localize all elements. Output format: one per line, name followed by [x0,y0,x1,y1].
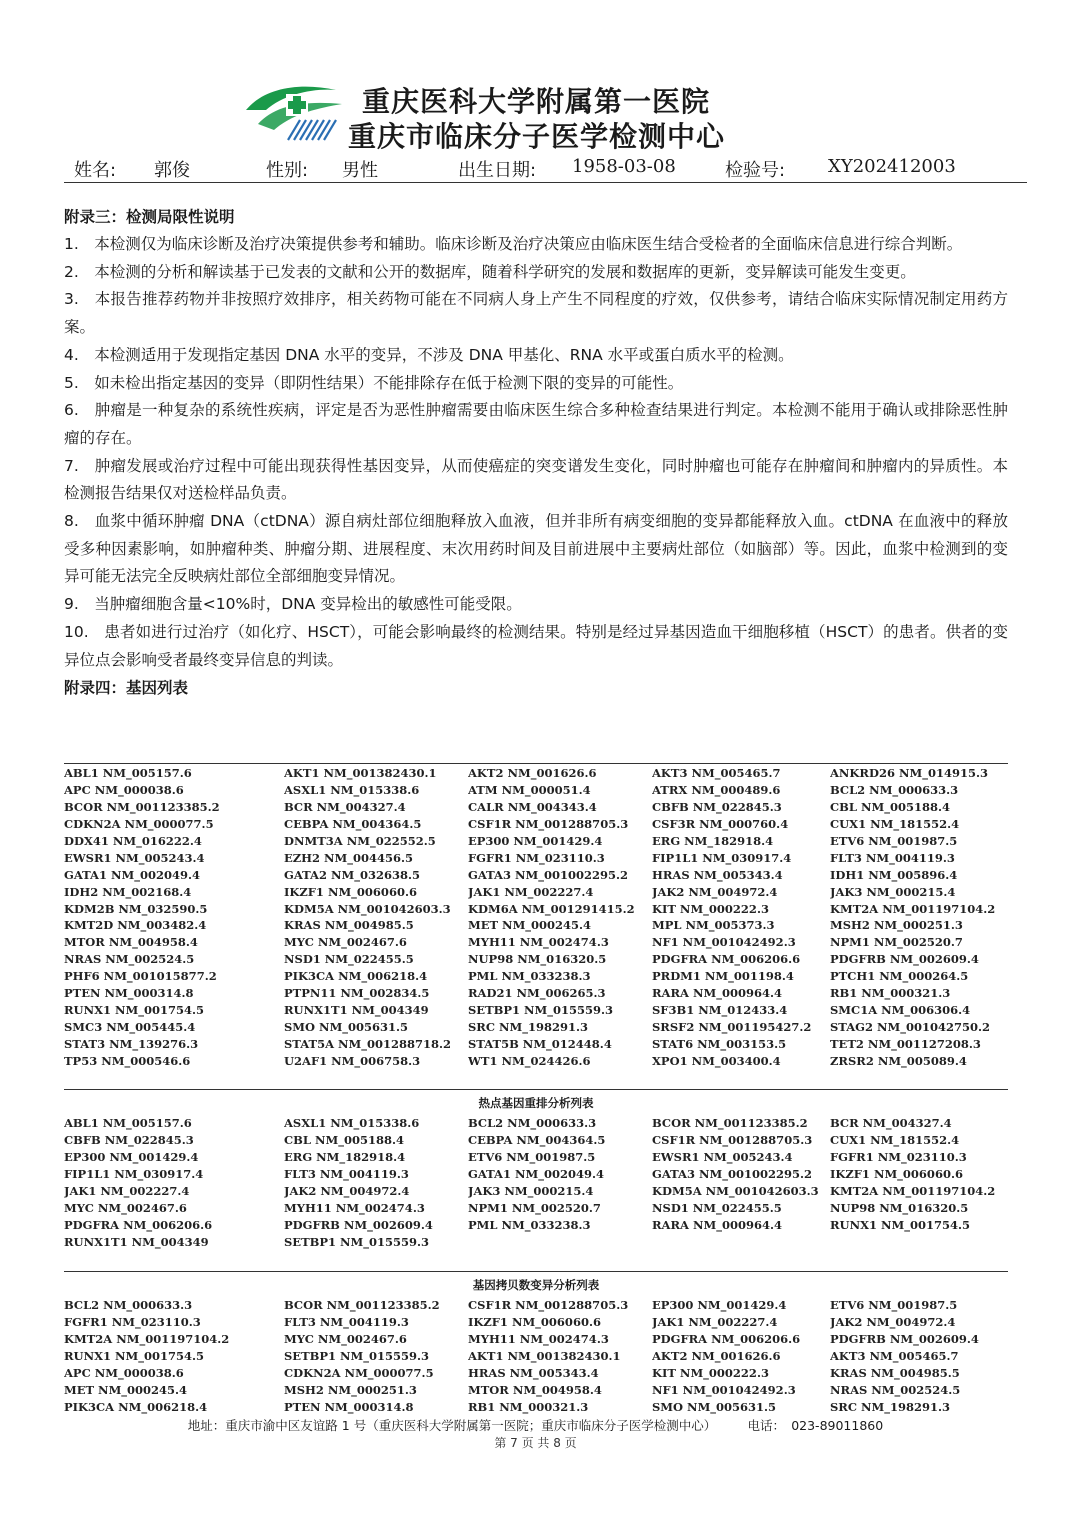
gender-label: 性别: [266,160,309,181]
gene-cell: JAK1 NM_002227.4 [64,1184,190,1198]
table-row [64,985,1008,1002]
gene-cell: FLT3 NM_004119.3 [830,850,955,865]
table-row [64,1035,1008,1052]
gene-cell: AKT1 NM_001382430.1 [468,1349,621,1364]
gene-cell: SETBP1 NM_015559.3 [284,1234,430,1249]
gene-cell: CSF1R NM_001288705.3 [652,1133,813,1148]
gene-cell: CDKN2A NM_000077.5 [64,817,214,832]
gene-cell: CBFB NM_022845.3 [64,1133,194,1148]
gene-cell: PDGFRB NM_002609.4 [830,1332,979,1347]
test-id-label: 检验号: [725,160,786,181]
gene-cell: FGFR1 NM_023110.3 [64,1315,201,1330]
gene-cell: FIP1L1 NM_030917.4 [64,1167,204,1182]
gene-cell: ZRSR2 NM_005089.4 [830,1053,967,1068]
patient-name-label: 姓名: [74,160,117,181]
page-number: 第 7 页 共 8 页 [494,1436,577,1450]
gene-cell: KRAS NM_004985.5 [284,918,414,933]
gene-cell: SMC3 NM_005445.4 [64,1019,196,1034]
gene-cell: CSF3R NM_000760.4 [652,817,789,832]
gene-cell: RB1 NM_000321.3 [468,1399,589,1414]
gene-cell: RARA NM_000964.4 [652,986,782,1001]
gene-cell: FLT3 NM_004119.3 [284,1315,409,1330]
limitation-item: 6. 肿瘤是一种复杂的系统性疾病，评定是否为恶性肿瘤需要由临床医生综合多种检查结果进行判定。本检测不能用于确认或排除恶性肿瘤的存在。 [64,401,1008,447]
gene-cell: FGFR1 NM_023110.3 [468,850,605,865]
limitation-item: 10. 患者如进行过治疗（如化疗、HSCT），可能会影响最终的检测结果。特别是经过异基因造血干细胞移植（HSCT）的患者。供者的变异位点会影响受者最终变异信息的判读。 [64,622,1008,669]
gene-cell: NUP98 NM_016320.5 [830,1200,969,1215]
center-name: 重庆市临床分子医学检测中心 [348,120,726,153]
footer-address: 地址：重庆市渝中区友谊路 1 号（重庆医科大学附属第一医院；重庆市临床分子医学检测中心） 电话： 023-89011860 [187,1418,884,1433]
gender-value: 男性 [342,160,378,181]
gene-cell: TP53 NM_000546.6 [64,1053,191,1068]
gene-cell: HRAS NM_005343.4 [468,1366,599,1380]
gene-cell: JAK2 NM_004972.4 [652,884,778,899]
gene-cell: APC NM_000038.6 [64,783,184,798]
gene-cell: RUNX1 NM_001754.5 [64,1002,205,1017]
gene-cell: STAT3 NM_139276.3 [64,1036,199,1051]
gene-cell: MSH2 NM_000251.3 [830,918,963,933]
gene-cell: PDGFRA NM_006206.6 [652,1332,801,1347]
table-row [64,1365,1008,1382]
gene-cell: PTEN NM_000314.8 [64,986,194,1001]
gene-cell: MYC NM_002467.6 [284,935,407,950]
patient-name-value: 郭俊 [154,160,190,181]
table-row [64,1398,1008,1415]
gene-cell: EP300 NM_001429.4 [468,834,603,848]
gene-cell: CBL NM_005188.4 [284,1133,404,1148]
gene-cell: IDH2 NM_002168.4 [64,884,192,899]
gene-cell: AKT2 NM_001626.6 [652,1349,781,1364]
gene-cell: ETV6 NM_001987.5 [830,834,958,848]
table-row [64,917,1008,934]
gene-cell: EP300 NM_001429.4 [64,1150,199,1165]
table-row [64,849,1008,866]
gene-cell: MET NM_000245.4 [468,918,592,933]
gene-cell: JAK1 NM_002227.4 [468,884,594,899]
gene-cell: RUNX1T1 NM_004349 [64,1234,209,1249]
gene-cell: MYH11 NM_002474.3 [468,935,609,950]
gene-cell: NSD1 NM_022455.5 [652,1200,782,1215]
gene-cell: AKT1 NM_001382430.1 [284,766,437,781]
table-row [64,1381,1008,1398]
gene-cell: NRAS NM_002524.5 [64,952,195,967]
appendix-3-title: 附录三：检测局限性说明 [64,208,235,226]
gene-cell: CUX1 NM_181552.4 [830,817,960,832]
gene-cell: CALR NM_004343.4 [468,800,597,815]
gene-cell: SRC NM_198291.3 [468,1019,589,1034]
table-row [64,1001,1008,1018]
limitation-item: 5. 如未检出指定基因的变异（即阴性结果）不能排除存在低于检测下限的变异的可能性。 [64,373,684,392]
gene-cell: GATA1 NM_002049.4 [468,1167,604,1182]
gene-cell: RARA NM_000964.4 [652,1217,782,1232]
gene-cell: SF3B1 NM_012433.4 [652,1002,788,1017]
gene-cell: PIK3CA NM_006218.4 [284,969,428,984]
gene-table-top-rule [64,763,1008,764]
gene-cell: KMT2A NM_001197104.2 [830,901,996,916]
gene-cell: PHF6 NM_001015877.2 [64,969,217,984]
table-row [64,900,1008,917]
gene-cell: BCL2 NM_000633.3 [468,1116,597,1131]
gene-cell: RAD21 NM_006265.3 [468,986,606,1001]
table-row [64,816,1008,833]
gene-cell: BCOR NM_001123385.2 [652,1116,808,1131]
gene-cell: ANKRD26 NM_014915.3 [830,766,988,781]
gene-cell: PIK3CA NM_006218.4 [64,1399,208,1414]
gene-cell: MYC NM_002467.6 [64,1200,187,1215]
limitation-item: 9. 当肿瘤细胞含量<10%时，DNA 变异检出的敏感性可能受限。 [64,595,522,614]
gene-cell: STAT5A NM_001288718.2 [284,1036,452,1051]
gene-cell: BCL2 NM_000633.3 [64,1298,193,1313]
gene-cell: MTOR NM_004958.4 [468,1382,602,1397]
gene-cell: PDGFRB NM_002609.4 [284,1217,433,1232]
gene-cell: MPL NM_005373.3 [652,918,775,933]
table-row [64,799,1008,816]
gene-cell: AKT3 NM_005465.7 [830,1349,959,1364]
table-row [64,1132,1008,1149]
gene-cell: ASXL1 NM_015338.6 [284,783,420,798]
gene-cell: SETBP1 NM_015559.3 [468,1002,614,1017]
gene-cell: KMT2A NM_001197104.2 [830,1184,996,1198]
table-row [64,1115,1008,1132]
gene-cell: KDM5A NM_001042603.3 [284,901,451,916]
rearrangement-table-title: 热点基因重排分析列表 [478,1096,594,1110]
gene-cell: ASXL1 NM_015338.6 [284,1116,420,1131]
gene-cell: KMT2D NM_003482.4 [64,918,207,933]
gene-cell: ABL1 NM_005157.6 [64,1116,192,1131]
gene-cell: CSF1R NM_001288705.3 [468,817,629,832]
gene-cell: AKT2 NM_001626.6 [468,766,597,781]
table-row [64,1052,1008,1069]
table-row [64,951,1008,968]
gene-cell: MYH11 NM_002474.3 [284,1200,425,1215]
cnv-gene-table [64,1297,1008,1415]
gene-cell: NUP98 NM_016320.5 [468,952,607,967]
gene-cell: JAK3 NM_000215.4 [468,1184,594,1198]
gene-cell: SMO NM_005631.5 [652,1399,777,1414]
gene-cell: KDM6A NM_001291415.2 [468,901,635,916]
gene-cell: U2AF1 NM_006758.3 [284,1053,421,1068]
gene-cell: IKZF1 NM_006060.6 [830,1167,963,1182]
gene-cell: CUX1 NM_181552.4 [830,1133,960,1148]
dob-value: 1958-03-08 [572,156,676,177]
gene-cell: FLT3 NM_004119.3 [284,1167,409,1182]
table-row [64,1216,1008,1233]
gene-cell: PRDM1 NM_001198.4 [652,969,794,984]
gene-cell: IKZF1 NM_006060.6 [468,1315,601,1330]
gene-cell: KIT NM_000222.3 [652,1366,769,1380]
gene-list-table [64,765,1008,1069]
table-row [64,833,1008,850]
table-row [64,866,1008,883]
gene-cell: BCOR NM_001123385.2 [64,800,220,815]
gene-cell: PTEN NM_000314.8 [284,1399,414,1414]
gene-cell: ETV6 NM_001987.5 [830,1298,958,1313]
gene-cell: MET NM_000245.4 [64,1382,188,1397]
limitations-list [64,231,1008,674]
gene-cell: PDGFRA NM_006206.6 [64,1217,213,1232]
gene-cell: NPM1 NM_002520.7 [830,935,963,950]
gene-cell: SMC1A NM_006306.4 [830,1002,971,1017]
gene-cell: JAK2 NM_004972.4 [284,1184,410,1198]
hospital-logo-icon [244,80,348,142]
table-row [64,968,1008,985]
limitation-item: 4. 本检测适用于发现指定基因 DNA 水平的变异，不涉及 DNA 甲基化、RNA 水平或蛋白质水平的检测。 [64,345,794,364]
table-row [64,1199,1008,1216]
gene-cell: PML NM_033238.3 [468,969,591,984]
gene-cell: DDX41 NM_016222.4 [64,834,202,848]
gene-cell: KRAS NM_004985.5 [830,1366,960,1380]
gene-cell: MTOR NM_004958.4 [64,935,198,950]
gene-cell: JAK1 NM_002227.4 [652,1315,778,1330]
gene-cell: FIP1L1 NM_030917.4 [652,850,792,865]
gene-cell: AKT3 NM_005465.7 [652,766,781,781]
gene-cell: SMO NM_005631.5 [284,1019,409,1034]
gene-cell: STAT6 NM_003153.5 [652,1036,787,1051]
gene-cell: RUNX1 NM_001754.5 [64,1349,205,1364]
gene-cell: CEBPA NM_004364.5 [284,817,422,832]
table-row [64,765,1008,782]
gene-cell: TET2 NM_001127208.3 [830,1036,981,1051]
gene-cell: PDGFRB NM_002609.4 [830,952,979,967]
gene-cell: MYH11 NM_002474.3 [468,1332,609,1347]
gene-cell: PDGFRA NM_006206.6 [652,952,801,967]
gene-cell: KDM2B NM_032590.5 [64,901,208,916]
gene-cell: PTCH1 NM_000264.5 [830,969,969,984]
gene-cell: KIT NM_000222.3 [652,901,769,916]
table-row [64,1331,1008,1348]
gene-cell: NPM1 NM_002520.7 [468,1200,601,1215]
limitation-item: 3. 本报告推荐药物并非按照疗效排序，相关药物可能在不同病人身上产生不同程度的疗效，仅供参考，请结合临床实际情况制定用药方案。 [64,290,1008,337]
gene-cell: CDKN2A NM_000077.5 [284,1366,434,1380]
gene-cell: WT1 NM_024426.6 [468,1053,591,1068]
table-row [64,782,1008,799]
gene-cell: EP300 NM_001429.4 [652,1298,787,1313]
gene-cell: KMT2A NM_001197104.2 [64,1332,230,1347]
gene-cell: PML NM_033238.3 [468,1217,591,1232]
gene-cell: XPO1 NM_003400.4 [652,1053,781,1068]
test-id-value: XY202412003 [828,156,956,177]
cnv-table-title: 基因拷贝数变异分析列表 [472,1278,600,1292]
gene-cell: PTPN11 NM_002834.5 [284,986,430,1001]
table-row [64,1018,1008,1035]
gene-cell: KDM5A NM_001042603.3 [652,1184,819,1198]
gene-cell: BCOR NM_001123385.2 [284,1298,440,1313]
gene-cell: SRSF2 NM_001195427.2 [652,1019,812,1034]
gene-cell: BCR NM_004327.4 [284,800,406,815]
table-row [64,1166,1008,1183]
gene-cell: ABL1 NM_005157.6 [64,766,192,781]
gene-cell: CBFB NM_022845.3 [652,800,782,815]
table-row [64,1348,1008,1365]
gene-cell: CEBPA NM_004364.5 [468,1133,606,1148]
gene-cell: ETV6 NM_001987.5 [468,1150,596,1165]
gene-cell: HRAS NM_005343.4 [652,867,783,882]
hospital-name: 重庆医科大学附属第一医院 [362,85,711,118]
table-row [64,1233,1008,1250]
table-row [64,1297,1008,1314]
gene-cell: IKZF1 NM_006060.6 [284,884,417,899]
limitation-item: 7. 肿瘤发展或治疗过程中可能出现获得性基因变异，从而使癌症的突变谱发生变化，同时肿瘤也可能存在肿瘤间和肿瘤内的异质性。本检测报告结果仅对送检样品负责。 [64,456,1008,503]
gene-cell: CBL NM_005188.4 [830,800,950,815]
gene-cell: BCL2 NM_000633.3 [830,783,959,798]
gene-cell: RUNX1T1 NM_004349 [284,1002,429,1017]
gene-cell: NF1 NM_001042492.3 [652,1382,796,1397]
rearr-table-rule [64,1089,1008,1090]
gene-cell: SRC NM_198291.3 [830,1399,951,1414]
rearrangement-gene-table [64,1115,1008,1250]
gene-cell: NSD1 NM_022455.5 [284,952,414,967]
gene-cell: JAK3 NM_000215.4 [830,884,956,899]
gene-cell: EWSR1 NM_005243.4 [64,850,205,865]
gene-cell: GATA2 NM_032638.5 [284,867,420,882]
gene-cell: CSF1R NM_001288705.3 [468,1298,629,1313]
limitation-item: 8. 血浆中循环肿瘤 DNA（ctDNA）源自病灶部位细胞释放入血液，但并非所有病变细胞的变异都能释放入血。ctDNA 在血液中的释放受多种因素影响，如肿瘤种类、肿瘤分期、进展程度、末次用药时间及目前进展中主要病灶部位（如脑部）等。因此，血浆中检测到的变异可能无法完全反映病灶部位全部细胞变异情况。 [64,512,1008,586]
gene-cell: ATM NM_000051.4 [468,783,591,798]
gene-cell: ERG NM_182918.4 [284,1150,406,1165]
gene-cell: STAT5B NM_012448.4 [468,1036,612,1051]
gene-cell: IDH1 NM_005896.4 [830,867,958,882]
gene-cell: RUNX1 NM_001754.5 [830,1217,971,1232]
table-row [64,1149,1008,1166]
gene-cell: MYC NM_002467.6 [284,1332,407,1347]
limitation-item: 1. 本检测仅为临床诊断及治疗决策提供参考和辅助。临床诊断及治疗决策应由临床医生结合受检者的全面临床信息进行综合判断。 [64,235,963,253]
gene-cell: DNMT3A NM_022552.5 [284,834,436,848]
gene-cell: ERG NM_182918.4 [652,834,774,848]
gene-cell: EZH2 NM_004456.5 [284,850,414,865]
table-row [64,883,1008,900]
gene-cell: GATA3 NM_001002295.2 [468,867,628,882]
appendix-3 [64,205,1008,702]
gene-cell: GATA3 NM_001002295.2 [652,1167,812,1182]
gene-cell: ATRX NM_000489.6 [652,783,781,798]
gene-cell: APC NM_000038.6 [64,1366,184,1380]
gene-cell: NRAS NM_002524.5 [830,1382,961,1397]
gene-cell: EWSR1 NM_005243.4 [652,1150,793,1165]
gene-cell: RB1 NM_000321.3 [830,986,951,1001]
limitation-item: 2. 本检测的分析和解读基于已发表的文献和公开的数据库，随着科学研究的发展和数据库的更新，变异解读可能发生变更。 [64,262,916,281]
report-header [0,0,1071,184]
gene-cell: FGFR1 NM_023110.3 [830,1150,967,1165]
gene-cell: JAK2 NM_004972.4 [830,1315,956,1330]
table-row [64,1314,1008,1331]
gene-cell: NF1 NM_001042492.3 [652,935,796,950]
table-row [64,1183,1008,1200]
gene-cell: MSH2 NM_000251.3 [284,1382,417,1397]
appendix-4-title: 附录四：基因列表 [64,679,189,698]
dob-label: 出生日期: [458,160,537,181]
header-divider [64,182,1027,183]
gene-cell: STAG2 NM_001042750.2 [830,1019,990,1034]
table-row [64,934,1008,951]
gene-cell: BCR NM_004327.4 [830,1116,952,1131]
gene-cell: GATA1 NM_002049.4 [64,867,200,882]
gene-cell: SETBP1 NM_015559.3 [284,1349,430,1364]
cnv-table-rule [64,1271,1008,1272]
